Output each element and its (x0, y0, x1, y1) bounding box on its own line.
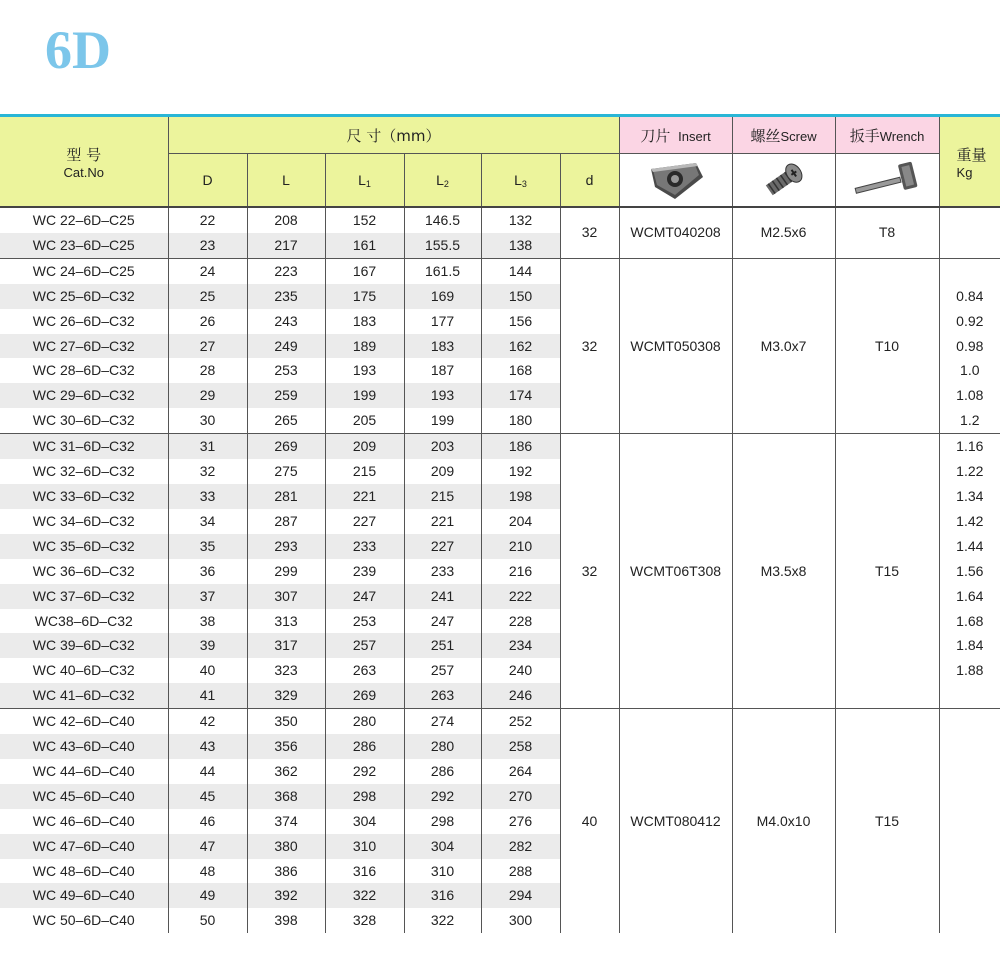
cell-L1: 328 (325, 908, 404, 933)
cell-L1: 161 (325, 233, 404, 258)
cell-L1: 167 (325, 258, 404, 283)
cell-L3: 210 (481, 534, 560, 559)
cell-L2: 298 (404, 809, 481, 834)
col-header-L3-main: L (514, 171, 522, 188)
col-header-L2-sub: 2 (443, 178, 449, 189)
cell-weight: 1.64 (939, 584, 1000, 609)
cell-L: 350 (247, 709, 325, 734)
cat-no-cell: WC 27–6D–C32 (0, 334, 168, 359)
cell-L2: 177 (404, 309, 481, 334)
screw-header (732, 116, 835, 154)
cell-L3: 234 (481, 633, 560, 658)
cell-L1: 221 (325, 484, 404, 509)
cell-L2: 169 (404, 284, 481, 309)
cell-L2: 280 (404, 734, 481, 759)
cat-no-cell: WC 28–6D–C32 (32, 362, 135, 379)
cell-L1: 269 (325, 683, 404, 708)
cell-weight (939, 809, 1000, 834)
cat-no-cell: WC 40–6D–C32 (32, 662, 135, 679)
cell-D: 48 (168, 859, 247, 884)
table-row (0, 258, 1000, 283)
cat-no-cell: WC 35–6D–C32 (0, 534, 168, 559)
cat-no-cell: WC 41–6D–C32 (0, 683, 168, 708)
group-screw-cell: M3.5x8 (732, 434, 835, 709)
cell-L: 269 (247, 434, 325, 459)
cell-L3: 228 (481, 609, 560, 634)
cell-weight: 1.88 (939, 658, 1000, 683)
cell-weight: 1.34 (939, 484, 1000, 509)
cat-no-cell: WC 23–6D–C25 (0, 233, 168, 258)
col-header-L3 (481, 154, 560, 208)
cat-no-cell: WC 24–6D–C25 (0, 258, 168, 283)
cell-D: 22 (168, 207, 247, 233)
cell-L1: 292 (325, 759, 404, 784)
cell-L2: 161.5 (404, 258, 481, 283)
cell-D: 44 (168, 759, 247, 784)
cell-L3: 276 (481, 809, 560, 834)
cell-L1: 215 (325, 459, 404, 484)
cat-no-cell: WC 46–6D–C40 (32, 812, 135, 829)
insert-en: Insert (678, 128, 711, 144)
cell-L2: 146.5 (404, 207, 481, 233)
cell-weight (939, 784, 1000, 809)
group-screw-cell: M3.0x7 (732, 258, 835, 433)
page-title: 6D (45, 20, 111, 80)
cell-D: 26 (168, 309, 247, 334)
cell-L: 380 (247, 834, 325, 859)
cell-L3: 270 (481, 784, 560, 809)
cell-L2: 286 (404, 759, 481, 784)
cell-L2: 215 (404, 484, 481, 509)
cell-D: 30 (168, 408, 247, 433)
cell-L2: 304 (404, 834, 481, 859)
group-wrench-cell: T15 (835, 434, 939, 709)
cell-weight (939, 258, 1000, 283)
table-row (0, 207, 1000, 233)
cell-weight (939, 759, 1000, 784)
cell-L1: 199 (325, 383, 404, 408)
cell-weight: 0.98 (939, 334, 1000, 359)
cell-L3: 204 (481, 509, 560, 534)
cell-L2: 322 (404, 908, 481, 933)
cell-D: 29 (168, 383, 247, 408)
cell-D: 27 (168, 334, 247, 359)
group-wrench-cell: T8 (835, 207, 939, 258)
cat-no-cell: WC 29–6D–C32 (0, 383, 168, 408)
cell-L3: 282 (481, 834, 560, 859)
dims-label: 尺 寸（mm） (346, 126, 441, 145)
dims-header (168, 116, 619, 154)
cell-L1: 257 (325, 633, 404, 658)
cell-L2: 274 (404, 709, 481, 734)
insert-icon (641, 157, 711, 203)
cell-D: 23 (168, 233, 247, 258)
cell-L1: 286 (325, 734, 404, 759)
col-header-L: L (247, 154, 325, 208)
group-insert-cell: WCMT050308 (619, 258, 732, 433)
cell-L2: 227 (404, 534, 481, 559)
cat-no-cell: WC 43–6D–C40 (0, 734, 168, 759)
cat-no-cell: WC 50–6D–C40 (32, 912, 135, 929)
cat-no-cell: WC 44–6D–C40 (32, 762, 135, 779)
cell-L2: 310 (404, 859, 481, 884)
cell-L3: 252 (481, 709, 560, 734)
cell-weight: 1.56 (939, 559, 1000, 584)
group-d-cell: 40 (560, 709, 619, 934)
cell-L: 374 (247, 809, 325, 834)
cell-L2: 183 (404, 334, 481, 359)
cat-no-cell: WC 22–6D–C25 (0, 207, 168, 233)
cell-weight: 1.22 (939, 459, 1000, 484)
cell-D: 35 (168, 534, 247, 559)
cat-no-cell: WC 49–6D–C40 (0, 883, 168, 908)
cell-L3: 174 (481, 383, 560, 408)
cell-D: 31 (168, 434, 247, 459)
cat-no-cell: WC 47–6D–C40 (0, 834, 168, 859)
cell-D: 39 (168, 633, 247, 658)
group-wrench-cell: T10 (835, 258, 939, 433)
cell-L1: 322 (325, 883, 404, 908)
cell-L: 249 (247, 334, 325, 359)
cell-L: 356 (247, 734, 325, 759)
cell-L1: 233 (325, 534, 404, 559)
cell-L1: 205 (325, 408, 404, 433)
wrench-header (835, 116, 939, 154)
cell-L1: 298 (325, 784, 404, 809)
group-insert-cell: WCMT040208 (619, 207, 732, 258)
cell-L: 293 (247, 534, 325, 559)
cell-weight (939, 883, 1000, 908)
cell-D: 32 (168, 459, 247, 484)
cell-weight (939, 233, 1000, 258)
cell-L: 299 (247, 559, 325, 584)
cell-weight (939, 908, 1000, 933)
cell-D: 40 (168, 658, 247, 683)
cat-no-cell: WC 36–6D–C32 (32, 562, 135, 579)
cell-L2: 257 (404, 658, 481, 683)
cat-no-cell: WC 34–6D–C32 (32, 512, 135, 529)
cat-no-cell: WC 26–6D–C32 (32, 312, 135, 329)
cell-weight (939, 834, 1000, 859)
cell-L1: 193 (325, 358, 404, 383)
cell-L: 287 (247, 509, 325, 534)
cell-D: 28 (168, 358, 247, 383)
cat-no-cell: WC 30–6D–C32 (32, 412, 135, 429)
cell-weight: 1.68 (939, 609, 1000, 634)
cell-L2: 251 (404, 633, 481, 658)
cell-D: 38 (168, 609, 247, 634)
cell-L: 329 (247, 683, 325, 708)
spec-table (0, 114, 1000, 933)
cell-L3: 144 (481, 258, 560, 283)
col-header-L1-main: L (358, 171, 366, 188)
cell-D: 47 (168, 834, 247, 859)
group-insert-cell: WCMT080412 (619, 709, 732, 934)
cell-weight: 1.44 (939, 534, 1000, 559)
cell-L2: 221 (404, 509, 481, 534)
cell-L2: 263 (404, 683, 481, 708)
insert-zh: 刀片 (640, 126, 671, 145)
group-d-cell: 32 (560, 434, 619, 709)
wrench-en: Wrench (879, 128, 925, 144)
cell-L: 259 (247, 383, 325, 408)
cell-L1: 247 (325, 584, 404, 609)
cell-L2: 199 (404, 408, 481, 433)
cat-no-cell: WC 31–6D–C32 (0, 434, 168, 459)
col-header-L2 (404, 154, 481, 208)
cell-L1: 239 (325, 559, 404, 584)
wrench-zh: 扳手 (849, 126, 880, 145)
cell-D: 37 (168, 584, 247, 609)
cell-L: 217 (247, 233, 325, 258)
cell-L: 317 (247, 633, 325, 658)
cell-L2: 155.5 (404, 233, 481, 258)
cat-no-cell: WC 42–6D–C40 (0, 709, 168, 734)
cat-no-cell: WC 39–6D–C32 (0, 633, 168, 658)
cell-weight (939, 709, 1000, 734)
cell-D: 25 (168, 284, 247, 309)
cell-L1: 175 (325, 284, 404, 309)
cell-L3: 264 (481, 759, 560, 784)
cell-L: 208 (247, 207, 325, 233)
cell-weight (939, 207, 1000, 233)
cell-D: 42 (168, 709, 247, 734)
cell-L2: 193 (404, 383, 481, 408)
col-header-L1 (325, 154, 404, 208)
cell-L3: 246 (481, 683, 560, 708)
cell-D: 49 (168, 883, 247, 908)
insert-image (619, 154, 732, 208)
insert-header (619, 116, 732, 154)
table-row (0, 709, 1000, 734)
cell-L3: 186 (481, 434, 560, 459)
cell-D: 34 (168, 509, 247, 534)
cell-L2: 209 (404, 459, 481, 484)
cell-weight: 1.16 (939, 434, 1000, 459)
cell-L: 243 (247, 309, 325, 334)
screw-zh: 螺丝 (750, 126, 781, 145)
cell-L3: 294 (481, 883, 560, 908)
cell-D: 43 (168, 734, 247, 759)
weight-en: Kg (956, 164, 973, 180)
cell-L: 313 (247, 609, 325, 634)
cell-L1: 183 (325, 309, 404, 334)
cell-weight: 1.0 (939, 358, 1000, 383)
cell-L2: 203 (404, 434, 481, 459)
cell-weight: 1.84 (939, 633, 1000, 658)
cell-L3: 180 (481, 408, 560, 433)
cell-L3: 150 (481, 284, 560, 309)
screw-icon (754, 157, 814, 203)
cell-L3: 138 (481, 233, 560, 258)
cat-no-cell: WC 32–6D–C32 (32, 463, 135, 480)
weight-header (939, 116, 1000, 208)
wrench-image (835, 154, 939, 208)
cell-L: 386 (247, 859, 325, 884)
cell-L: 398 (247, 908, 325, 933)
cell-L1: 263 (325, 658, 404, 683)
cell-L3: 300 (481, 908, 560, 933)
cell-L1: 189 (325, 334, 404, 359)
cell-D: 45 (168, 784, 247, 809)
cell-L: 362 (247, 759, 325, 784)
cell-L2: 316 (404, 883, 481, 908)
cat-no-cell: WC 37–6D–C32 (0, 584, 168, 609)
cell-L3: 288 (481, 859, 560, 884)
cell-weight (939, 859, 1000, 884)
cell-L2: 187 (404, 358, 481, 383)
cell-L: 253 (247, 358, 325, 383)
group-insert-cell: WCMT06T308 (619, 434, 732, 709)
cell-L2: 241 (404, 584, 481, 609)
cell-L3: 132 (481, 207, 560, 233)
cell-L1: 316 (325, 859, 404, 884)
cell-D: 33 (168, 484, 247, 509)
col-header-d: d (560, 154, 619, 208)
cat-no-header (0, 116, 168, 208)
cell-L: 392 (247, 883, 325, 908)
cell-L3: 216 (481, 559, 560, 584)
cell-L1: 310 (325, 834, 404, 859)
group-d-cell: 32 (560, 258, 619, 433)
cell-L: 275 (247, 459, 325, 484)
cell-L1: 152 (325, 207, 404, 233)
cell-L1: 253 (325, 609, 404, 634)
cell-D: 41 (168, 683, 247, 708)
cell-L: 323 (247, 658, 325, 683)
cell-weight (939, 683, 1000, 708)
cell-L3: 222 (481, 584, 560, 609)
cell-L3: 198 (481, 484, 560, 509)
cell-L3: 192 (481, 459, 560, 484)
cell-L: 307 (247, 584, 325, 609)
table-row (0, 434, 1000, 459)
cell-L: 368 (247, 784, 325, 809)
col-header-L2-main: L (436, 171, 444, 188)
table-body (0, 207, 1000, 933)
cat-no-cell: WC 25–6D–C32 (0, 284, 168, 309)
col-header-L3-sub: 3 (521, 178, 527, 189)
col-header-D: D (168, 154, 247, 208)
cell-weight (939, 734, 1000, 759)
cell-L: 223 (247, 258, 325, 283)
weight-zh: 重量 (956, 145, 987, 164)
cell-weight: 1.2 (939, 408, 1000, 433)
cat-no-cell: WC 45–6D–C40 (0, 784, 168, 809)
cell-L2: 292 (404, 784, 481, 809)
cat-no-en: Cat.No (63, 164, 104, 180)
cell-weight: 1.08 (939, 383, 1000, 408)
cell-weight: 1.42 (939, 509, 1000, 534)
cell-L2: 247 (404, 609, 481, 634)
cat-no-zh: 型 号 (66, 145, 102, 164)
cell-D: 36 (168, 559, 247, 584)
cell-L1: 209 (325, 434, 404, 459)
cat-no-cell: WC 33–6D–C32 (0, 484, 168, 509)
group-screw-cell: M2.5x6 (732, 207, 835, 258)
cell-L1: 227 (325, 509, 404, 534)
cell-L: 265 (247, 408, 325, 433)
cell-L3: 168 (481, 358, 560, 383)
cell-L: 281 (247, 484, 325, 509)
screw-image (732, 154, 835, 208)
cell-L3: 240 (481, 658, 560, 683)
group-wrench-cell: T15 (835, 709, 939, 934)
cell-weight: 0.92 (939, 309, 1000, 334)
cell-D: 46 (168, 809, 247, 834)
cell-L2: 233 (404, 559, 481, 584)
cell-L1: 304 (325, 809, 404, 834)
cat-no-cell: WC 48–6D–C40 (32, 862, 135, 879)
table-header (0, 116, 1000, 208)
cell-D: 24 (168, 258, 247, 283)
group-d-cell: 32 (560, 207, 619, 258)
cat-no-cell: WC38–6D–C32 (34, 612, 133, 629)
group-screw-cell: M4.0x10 (732, 709, 835, 934)
wrench-icon (847, 157, 927, 203)
screw-en: Screw (780, 128, 817, 144)
cell-L1: 280 (325, 709, 404, 734)
cell-D: 50 (168, 908, 247, 933)
cell-L3: 162 (481, 334, 560, 359)
cell-weight: 0.84 (939, 284, 1000, 309)
cell-L3: 156 (481, 309, 560, 334)
col-header-L1-sub: 1 (365, 178, 371, 189)
cell-L3: 258 (481, 734, 560, 759)
cell-L: 235 (247, 284, 325, 309)
